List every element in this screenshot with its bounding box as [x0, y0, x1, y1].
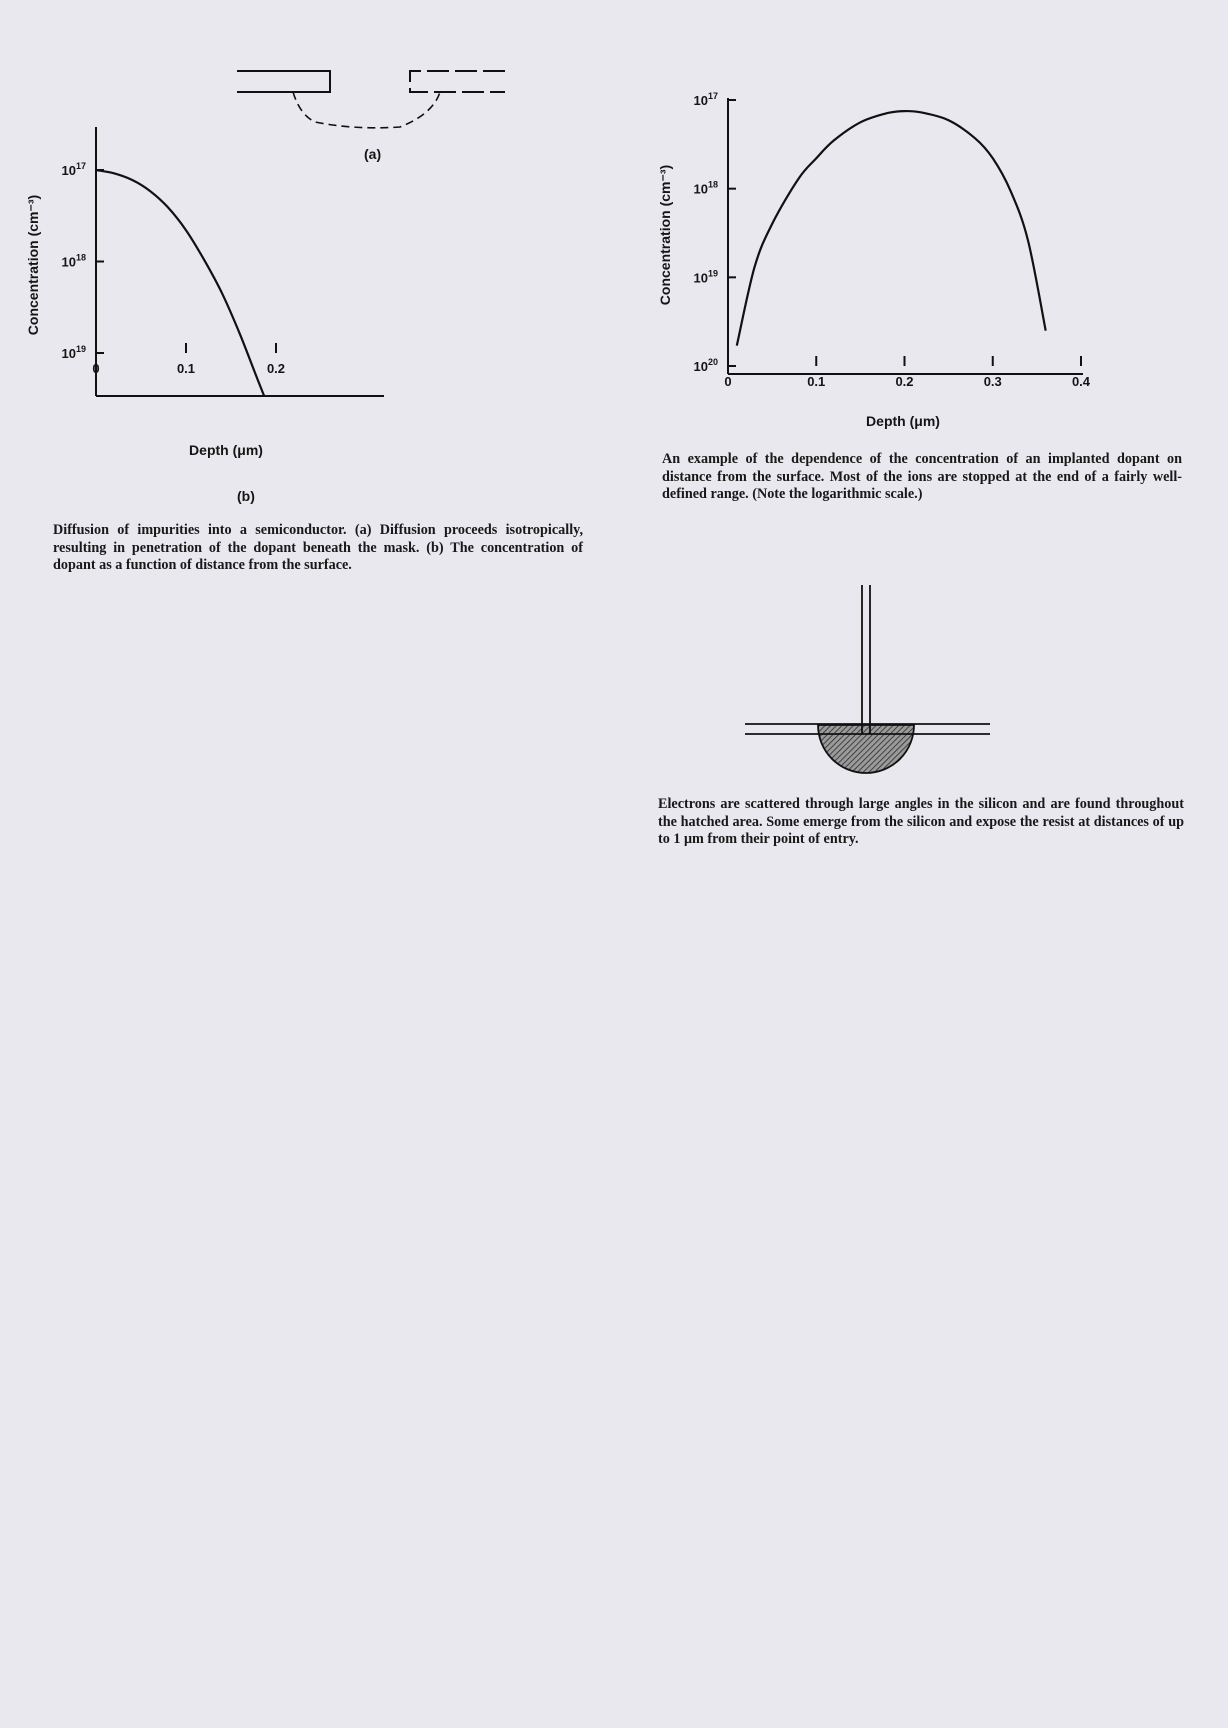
panel-a-label: (a) [364, 146, 382, 162]
y-tick-label [62, 253, 86, 270]
x-tick-label: 0.4 [1071, 374, 1091, 389]
x-tick-label: 0.1 [807, 374, 826, 389]
y-tick-base: 10 [693, 181, 708, 197]
x-axis-label: Depth (μm) [866, 413, 940, 429]
x-tick-label: 0 [92, 361, 100, 376]
implant-profile-chart [694, 91, 1091, 389]
y-axis-label: Concentration (cm⁻³) [25, 194, 41, 336]
x-tick-label: 0 [724, 374, 732, 389]
x-tick-label: 0.2 [895, 374, 914, 389]
x-tick-label: 0.1 [176, 361, 196, 376]
y-tick-exponent: 20 [707, 357, 718, 367]
x-axis-label: Depth (μm) [189, 442, 263, 458]
diffusion-profile-line [96, 170, 308, 472]
y-tick-base: 10 [693, 270, 708, 286]
y-tick-base: 10 [61, 346, 76, 361]
y-tick-exponent: 18 [75, 252, 86, 263]
y-tick-label [694, 91, 718, 108]
mask-diagram [237, 71, 505, 128]
hatched-scatter-region [818, 725, 914, 773]
implant-profile-line [737, 111, 1046, 346]
electron-scattering-diagram [745, 585, 990, 773]
y-tick-label [62, 161, 86, 178]
y-tick-base: 10 [61, 254, 76, 270]
y-tick-base: 10 [61, 163, 76, 178]
x-tick-label: 0.2 [266, 361, 286, 376]
y-tick-exponent: 18 [707, 179, 718, 190]
y-tick-exponent: 17 [75, 161, 86, 171]
y-tick-exponent: 19 [707, 268, 718, 279]
y-tick-base: 10 [693, 359, 708, 374]
x-tick-label: 0.3 [983, 374, 1002, 389]
scattering-figure-caption: Electrons are scattered through large angles in the silicon and are found throughout the hatched area. Some emerge from the silicon and expose the resist at distances of up to 1 μm from their point of entry. [658, 796, 1184, 847]
y-axis-label: Concentration (cm⁻³) [657, 164, 673, 306]
y-tick-exponent: 19 [75, 344, 86, 354]
panel-b-label: (b) [237, 488, 255, 504]
y-tick-label [62, 344, 86, 361]
y-tick-exponent: 17 [707, 91, 718, 101]
y-tick-label [694, 180, 718, 197]
implant-figure-caption: An example of the dependence of the concentration of an implanted dopant on distance from the surface. Most of the ions are stopped at the end of a fairly well-defined range. (Note the logarithmic scale.) [662, 451, 1182, 502]
y-tick-base: 10 [693, 93, 708, 108]
diffusion-profile-chart [62, 127, 384, 472]
y-tick-label [694, 268, 718, 285]
y-tick-label [694, 357, 718, 374]
diffusion-figure-caption: Diffusion of impurities into a semiconductor. (a) Diffusion proceeds isotropically, resulting in penetration of the dopant beneath the mask. (b) The concentration of dopant as a function of distance from the surface. [53, 522, 583, 573]
